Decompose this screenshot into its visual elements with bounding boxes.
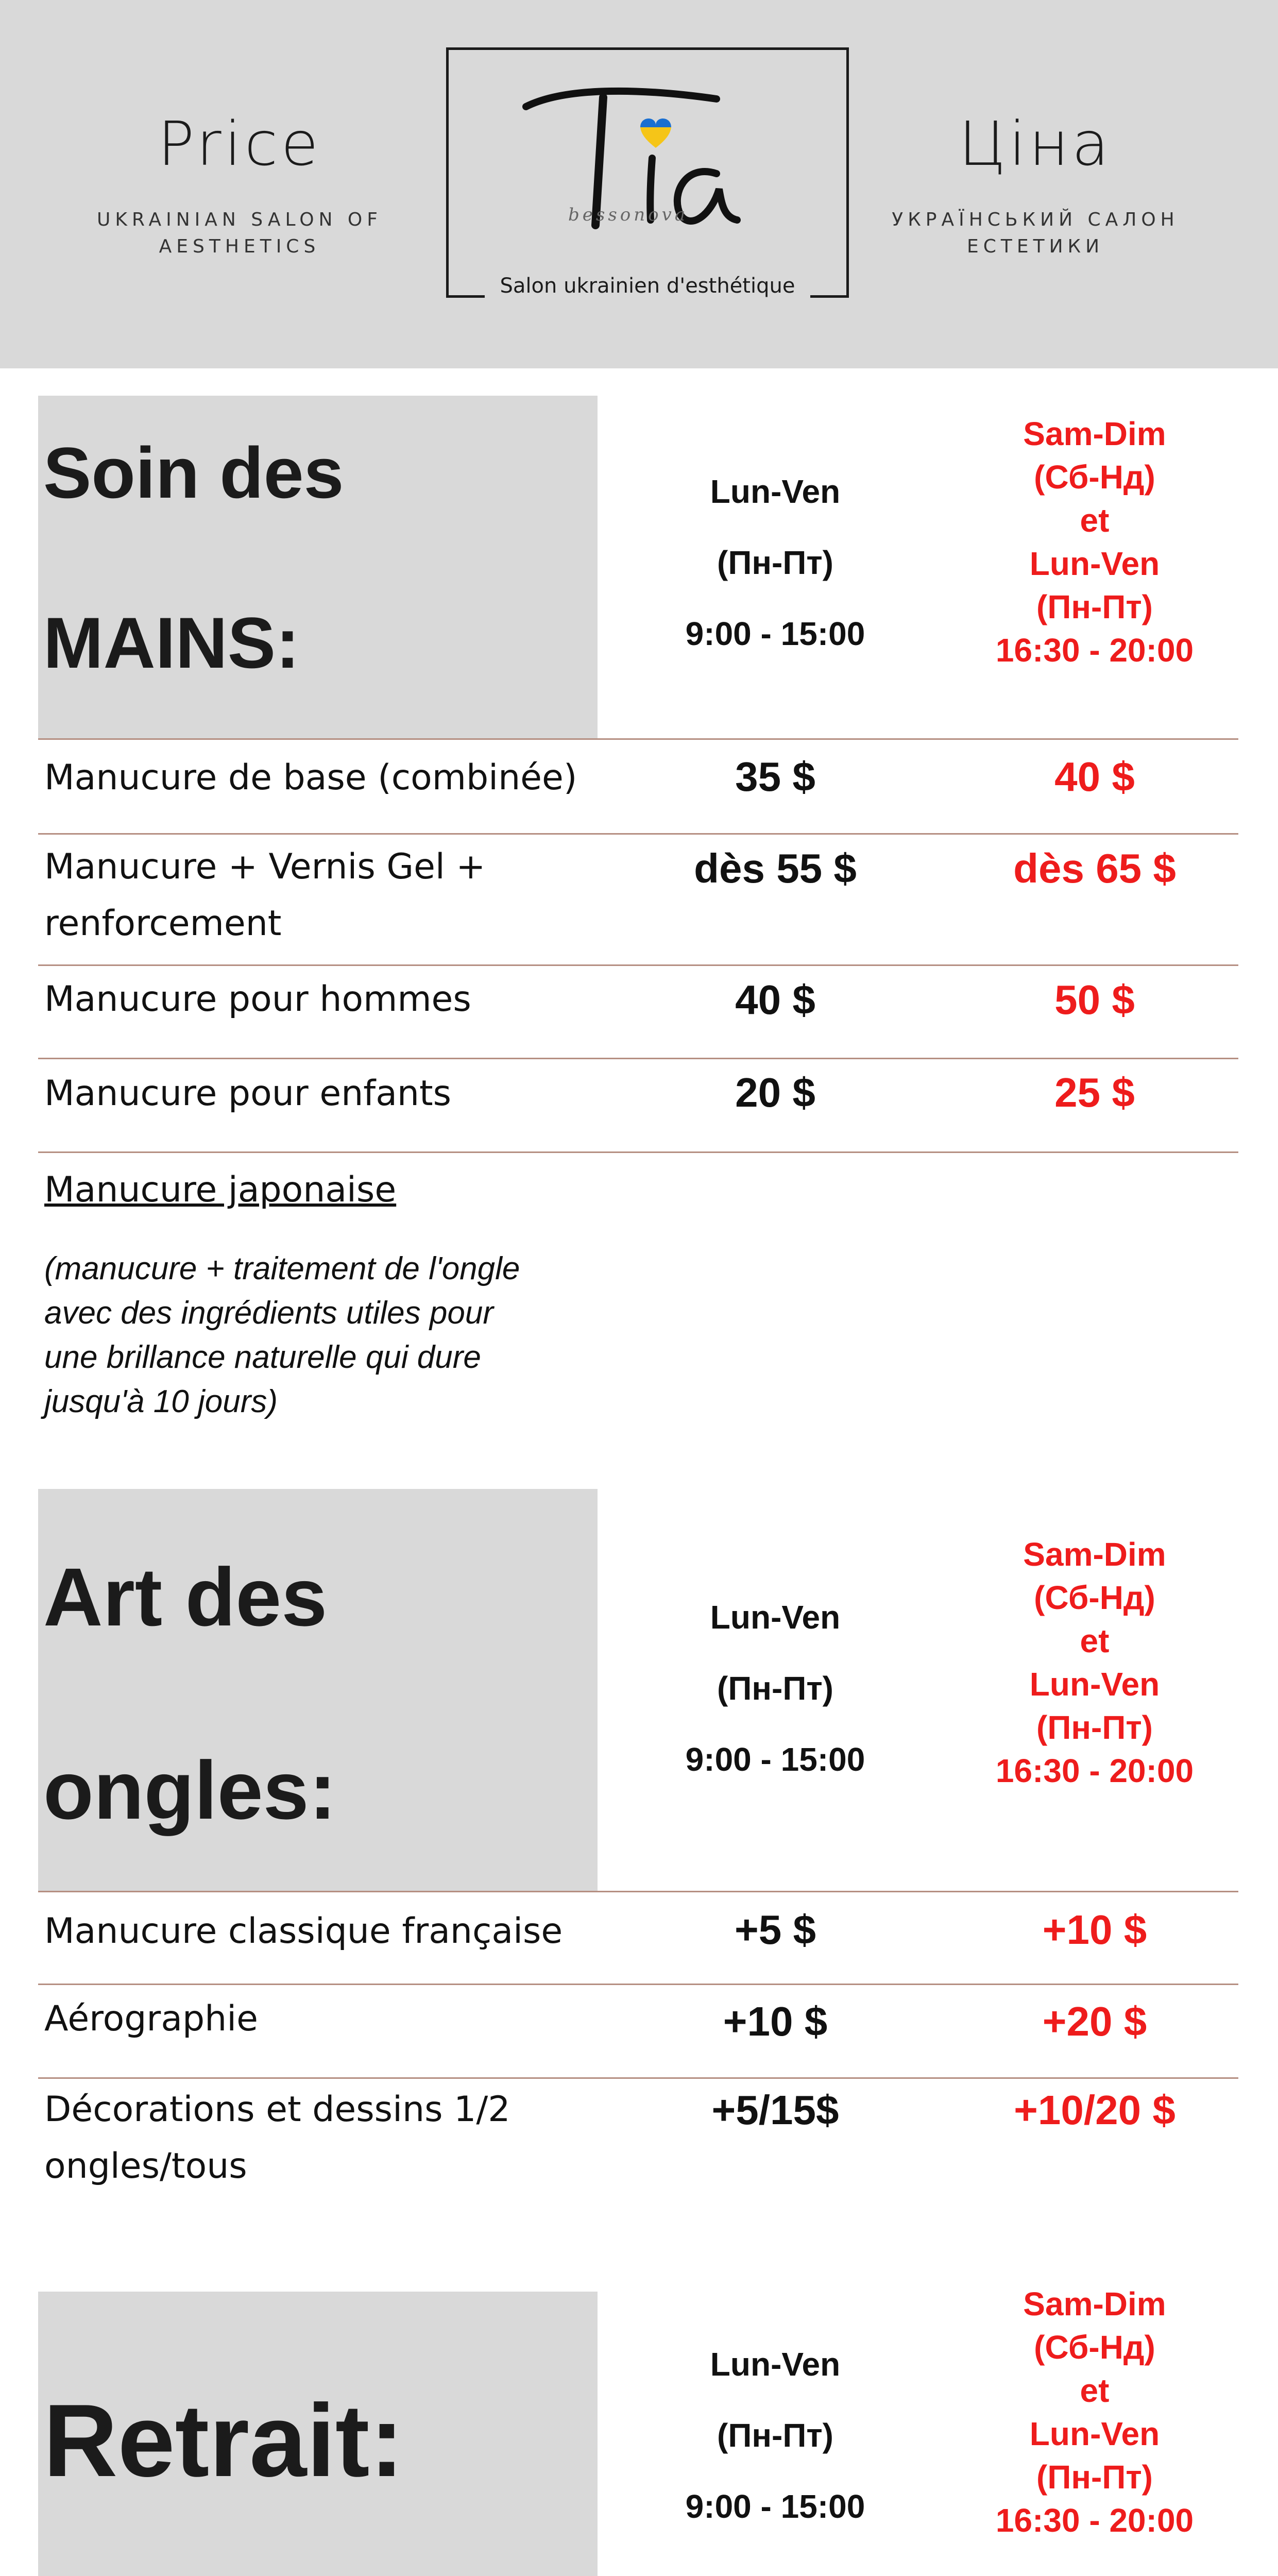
weekday-days: Lun-Ven <box>710 473 841 510</box>
weekday-schedule <box>654 2329 896 2542</box>
divider <box>38 833 1238 835</box>
service-name: Aérographie <box>44 1998 259 2039</box>
section-title-line1: Soin des <box>43 432 344 513</box>
weekend-and: et <box>1080 1622 1110 1659</box>
weekend-hours: 16:30 - 20:00 <box>995 1752 1194 1789</box>
logo-caption <box>449 274 846 298</box>
weekend-days-ua: (Сб-Нд) <box>1034 459 1155 496</box>
price-weekend: +20 $ <box>1042 1998 1147 2044</box>
divider <box>38 1984 1238 1985</box>
price-weekday: 35 $ <box>735 754 815 800</box>
price-weekday: +5 $ <box>735 1907 816 1953</box>
price-weekend: 25 $ <box>1054 1070 1135 1115</box>
weekend-weekdays-ua: (Пн-Пт) <box>1036 588 1153 625</box>
price-weekend: 50 $ <box>1054 977 1135 1023</box>
weekday-hours: 9:00 - 15:00 <box>685 1741 865 1778</box>
section-title-line2: ongles: <box>43 1744 336 1836</box>
service-name: Manucure pour hommes <box>44 979 471 1020</box>
logo-script-text: bessonova <box>568 205 689 225</box>
divider <box>38 738 1238 740</box>
price-weekend: dès 65 $ <box>1013 845 1176 891</box>
weekday-days: Lun-Ven <box>710 2346 841 2383</box>
page-header <box>0 0 1278 368</box>
weekend-schedule <box>956 2282 1234 2542</box>
header-right <box>876 108 1195 260</box>
price-title-ua: Ціна <box>959 108 1112 179</box>
section-title-line1: Art des <box>43 1551 328 1643</box>
divider <box>38 964 1238 966</box>
weekday-hours: 9:00 - 15:00 <box>685 615 865 652</box>
section-title-line2: MAINS: <box>43 602 300 683</box>
weekday-days-ua: (Пн-Пт) <box>717 1670 833 1707</box>
weekend-weekdays-ua: (Пн-Пт) <box>1036 1709 1153 1746</box>
price-title: Price <box>158 108 321 179</box>
weekend-days: Sam-Dim <box>1023 415 1166 452</box>
service-name: Décorations et dessins 1/2 <box>44 2089 510 2130</box>
price-weekend: +10 $ <box>1042 1907 1147 1953</box>
weekend-days-ua: (Сб-Нд) <box>1034 2329 1155 2366</box>
weekend-weekdays: Lun-Ven <box>1029 545 1160 582</box>
weekday-schedule <box>654 456 896 669</box>
weekday-days-ua: (Пн-Пт) <box>717 544 833 581</box>
weekend-and: et <box>1080 502 1110 539</box>
service-note: (manucure + traitement de l'ongle <box>44 1251 520 1286</box>
service-name: Manucure japonaise <box>44 1170 397 1210</box>
salon-subtitle-en: UKRAINIAN SALON OF AESTHETICS <box>97 209 382 257</box>
service-note: jusqu'à 10 jours) <box>44 1384 278 1419</box>
weekend-schedule <box>956 1533 1234 1792</box>
price-weekend: +10/20 $ <box>1014 2087 1175 2133</box>
weekend-days: Sam-Dim <box>1023 1536 1166 1573</box>
section-header-art <box>38 1489 598 1891</box>
weekend-schedule <box>956 412 1234 672</box>
divider <box>38 1058 1238 1059</box>
price-weekday: +5/15$ <box>711 2087 839 2133</box>
service-name: Manucure de base (combinée) <box>44 757 577 798</box>
weekend-hours: 16:30 - 20:00 <box>995 2502 1194 2539</box>
logo-lettering-icon <box>449 50 846 295</box>
service-name: Manucure classique française <box>44 1911 563 1952</box>
header-left <box>80 108 399 260</box>
service-name-cont: renforcement <box>44 903 282 944</box>
price-weekday: 20 $ <box>735 1070 815 1115</box>
salon-logo <box>446 47 849 298</box>
weekday-hours: 9:00 - 15:00 <box>685 2488 865 2525</box>
divider <box>38 2077 1238 2079</box>
logo-caption-text: Salon ukrainien d'esthétique <box>485 274 811 298</box>
weekend-hours: 16:30 - 20:00 <box>995 632 1194 669</box>
weekday-schedule <box>654 1582 896 1795</box>
salon-subtitle-ua: УКРАЇНСЬКИЙ САЛОН ЕСТЕТИКИ <box>892 209 1179 257</box>
service-name: Manucure pour enfants <box>44 1073 452 1114</box>
weekend-and: et <box>1080 2372 1110 2409</box>
service-note: avec des ingrédients utiles pour <box>44 1295 493 1331</box>
divider <box>38 1891 1238 1892</box>
weekend-days: Sam-Dim <box>1023 2285 1166 2323</box>
service-name-cont: ongles/tous <box>44 2146 247 2187</box>
price-weekend: 40 $ <box>1054 754 1135 800</box>
weekday-days-ua: (Пн-Пт) <box>717 2417 833 2454</box>
section-header-retrait <box>38 2292 598 2576</box>
weekend-weekdays: Lun-Ven <box>1029 2415 1160 2452</box>
service-name: Manucure + Vernis Gel + <box>44 846 486 887</box>
divider <box>38 1151 1238 1153</box>
service-note: une brillance naturelle qui dure <box>44 1340 481 1375</box>
weekend-weekdays: Lun-Ven <box>1029 1666 1160 1703</box>
weekend-days-ua: (Сб-Нд) <box>1034 1579 1155 1616</box>
weekend-weekdays-ua: (Пн-Пт) <box>1036 2459 1153 2496</box>
weekday-days: Lun-Ven <box>710 1599 841 1636</box>
price-weekday: +10 $ <box>723 1998 828 2044</box>
section-header-mains <box>38 396 598 738</box>
section-title: Retrait: <box>43 2383 404 2498</box>
price-weekday: 40 $ <box>735 977 815 1023</box>
price-weekday: dès 55 $ <box>694 845 857 891</box>
